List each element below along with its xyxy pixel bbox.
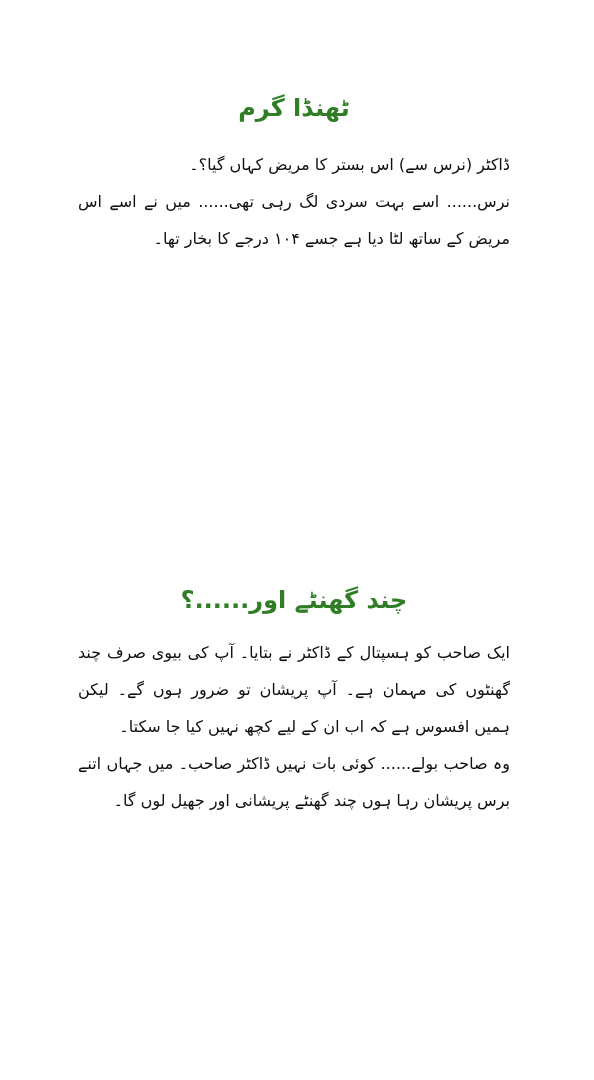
- story-chand-ghantay-aur: [78, 584, 510, 819]
- story-title: چند گھنٹے اور......؟: [180, 586, 408, 614]
- story-paragraph: ایک صاحب کو ہسپتال کے ڈاکٹر نے بتایا۔ آپ کی بیوی صرف چند گھنٹوں کی مہمان ہے۔ آپ پریشان تو ضرور ہوں گے۔ لیکن ہمیں افسوس ہے کہ اب ان کے لیے کچھ نہیں کیا جا سکتا۔: [78, 643, 510, 736]
- story-paragraph: وہ صاحب بولے...... کوئی بات نہیں ڈاکٹر صاحب۔ میں جہاں اتنے برس پریشان رہا ہوں چند گھنٹے پریشانی اور جھیل لوں گا۔: [78, 754, 510, 810]
- story-paragraph: ڈاکٹر (نرس سے) اس بستر کا مریض کہاں گیا؟۔: [189, 155, 510, 174]
- story-paragraph: نرس...... اسے بہت سردی لگ رہی تھی...... میں نے اسے اس مریض کے ساتھ لٹا دیا ہے جسے ۱۰۴ درجے کا بخار تھا۔: [78, 192, 510, 248]
- story-thanda-garam: [78, 92, 510, 257]
- story-title: ٹھنڈا گرم: [238, 94, 350, 122]
